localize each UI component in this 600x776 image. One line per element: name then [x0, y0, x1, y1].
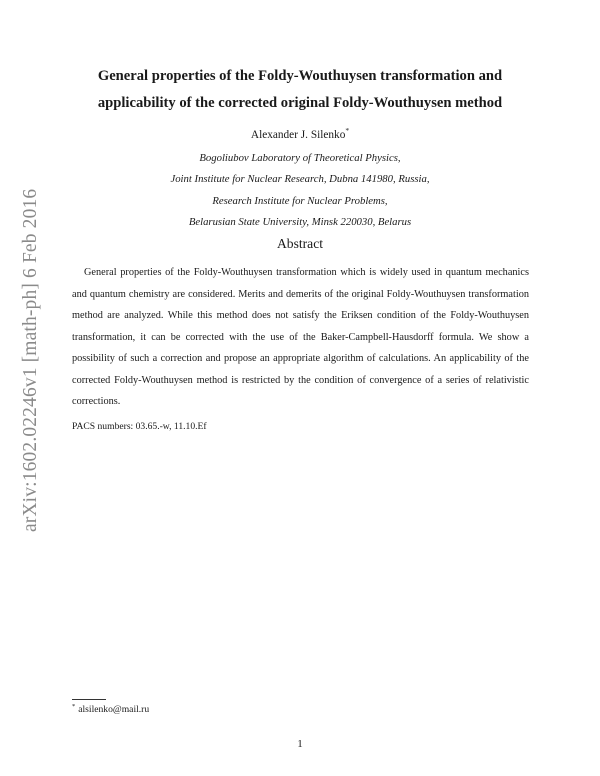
author-footnote-mark: * [345, 126, 350, 135]
footnote-email: alsilenko@mail.ru [78, 704, 150, 716]
footnote-mark: * [72, 703, 76, 710]
page-number: 1 [297, 738, 303, 750]
abstract-heading: Abstract [276, 236, 324, 251]
affiliation-line: Belarusian State University, Minsk 220030, Belarus [188, 215, 412, 228]
footnote-divider [72, 699, 106, 700]
author-name: Alexander J. Silenko [250, 128, 346, 141]
pacs-numbers: PACS numbers: 03.65.-w, 11.10.Ef [72, 421, 207, 432]
title-line-2: applicability of the corrected original Foldy-Wouthuysen method [97, 95, 503, 111]
abstract-text: General properties of the Foldy-Wouthuysen transformation which is widely used in quantum mechanics and quantum chemistry are considered. Merits and demerits of the original Foldy-Wouthuysen transformation method are analyzed. While this method does not satisfy the Eriksen condition of the Foldy-Wouthuysen transformation, it can be corrected with the use of the Baker-Campbell-Hausdorff formula. We show a possibility of such a correction and propose an appropriate algorithm of calculations. An applicability of the corrected Foldy-Wouthuysen method is restricted by the condition of convergence of a series of relativistic corrections. [72, 267, 529, 407]
paper-title [40, 63, 560, 117]
affiliations [40, 148, 560, 233]
author-line [40, 126, 560, 141]
title-line-1: General properties of the Foldy-Wouthuysen transformation and [97, 68, 503, 84]
affiliation-line: Bogoliubov Laboratory of Theoretical Physics, [199, 152, 401, 164]
affiliation-line: Joint Institute for Nuclear Research, Dubna 141980, Russia, [170, 173, 430, 186]
footnote [72, 703, 149, 715]
affiliation-line: Research Institute for Nuclear Problems, [212, 194, 388, 207]
arxiv-identifier: arXiv:1602.02246v1 [math-ph] 6 Feb 2016 [20, 188, 41, 532]
